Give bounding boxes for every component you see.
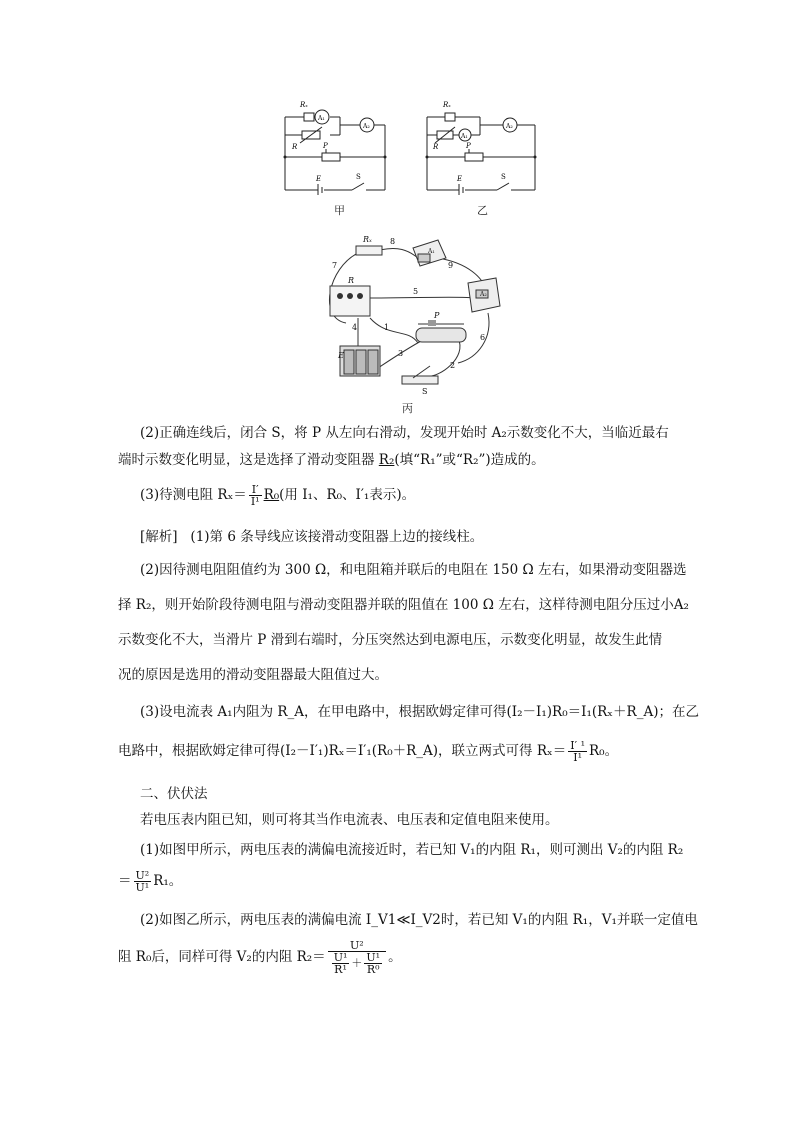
label-s: S bbox=[422, 387, 428, 396]
analysis-s2b: 择 R₂，则开始阶段待测电阻与滑动变阻器并联的阻值在 100 Ω 左右，这样待测电阻分压过小A₂ bbox=[118, 597, 689, 613]
section-item1b-fraction bbox=[134, 870, 152, 893]
analysis-s1-line bbox=[140, 527, 694, 547]
q2-text-a: 端时示数变化明显，这是选择了滑动变阻器 bbox=[118, 452, 379, 468]
q3-suffix: (用 I₁、R₀、I′₁表示)。 bbox=[279, 487, 416, 503]
section-item1b-line bbox=[118, 870, 694, 893]
wiring-figure-bing bbox=[318, 228, 508, 398]
label-s: S bbox=[356, 173, 361, 181]
section-item2b-fraction bbox=[328, 940, 386, 975]
caption-bing: 丙 bbox=[402, 402, 413, 415]
section-item2b-pre: 阻 R₀后，同样可得 V₂的内阻 R₂＝ bbox=[118, 949, 326, 965]
analysis-s1: (1)第 6 条导线应该接滑动变阻器上边的接线柱。 bbox=[190, 529, 484, 545]
circuit-yi-svg bbox=[415, 95, 545, 195]
section-item2b-post: 。 bbox=[388, 949, 402, 965]
circuit-figure-yi bbox=[415, 95, 545, 195]
q3-line bbox=[140, 484, 694, 507]
label-rx: Rₓ bbox=[443, 101, 451, 109]
subfrac1-den: R¹ bbox=[334, 963, 347, 976]
wire-label-6: 6 bbox=[480, 333, 486, 342]
circuit-jia-svg bbox=[270, 95, 400, 195]
label-a1: A₁ bbox=[318, 115, 325, 122]
section-item1b-pre: ＝ bbox=[118, 873, 132, 889]
q3-num: I′ bbox=[249, 484, 262, 496]
label-rx: Rₓ bbox=[363, 235, 372, 244]
analysis-s3b-fraction bbox=[568, 740, 587, 763]
caption-jia: 甲 bbox=[334, 204, 345, 217]
section-item1b-num: U² bbox=[135, 869, 150, 882]
wire-label-1: 1 bbox=[384, 323, 390, 332]
section-item1b-post: R₁。 bbox=[153, 873, 183, 889]
analysis-tag: [解析] bbox=[140, 529, 178, 545]
section-item2b-den bbox=[328, 952, 386, 975]
label-p: P bbox=[323, 142, 328, 150]
analysis-s3b-line bbox=[118, 740, 694, 763]
analysis-s3a: (3)设电流表 A₁内阻为 R_A，在甲电路中，根据欧姆定律可得(I₂－I₁)R₀＝I₁(Rₓ＋R_A)；在乙 bbox=[140, 704, 699, 720]
label-e: E bbox=[457, 175, 463, 183]
q3-fraction bbox=[249, 484, 262, 507]
q3-den: I¹ bbox=[250, 495, 260, 508]
subfrac-plus: ＋ bbox=[351, 956, 363, 970]
q2-text-b: (填“R₁”或“R₂”)造成的。 bbox=[394, 452, 545, 468]
analysis-s2d: 况的原因是选用的滑动变阻器最大阻值过大。 bbox=[118, 667, 388, 683]
section-item2a: (2)如图乙所示，两电压表的满偏电流 I_V1≪I_V2时，若已知 V₁的内阻 R₁，V₁并联一定值电 bbox=[140, 912, 698, 928]
q2-answer: R₂ bbox=[378, 452, 395, 468]
label-p: P bbox=[466, 142, 471, 150]
label-a2: A₂ bbox=[363, 123, 370, 130]
wire-label-3: 3 bbox=[398, 349, 404, 358]
section-intro: 若电压表内阻已知，则可将其当作电流表、电压表和定值电阻来使用。 bbox=[140, 812, 559, 828]
analysis-s3b-post: R₀。 bbox=[589, 743, 619, 759]
section-item2b-num: U² bbox=[328, 940, 386, 952]
wire-label-9: 9 bbox=[448, 261, 454, 270]
label-a2: A₂ bbox=[480, 291, 487, 298]
label-a2: A₂ bbox=[506, 123, 513, 130]
circuit-figure-jia bbox=[270, 95, 400, 195]
q2-line2 bbox=[118, 450, 694, 470]
section-item2b-subfrac2 bbox=[364, 952, 382, 975]
section-item2b-subfrac1 bbox=[332, 952, 350, 975]
label-e: E bbox=[338, 351, 344, 360]
wire-label-7: 7 bbox=[332, 261, 338, 270]
subfrac2-den: R⁰ bbox=[366, 963, 380, 976]
section-item1a: (1)如图甲所示，两电压表的满偏电流接近时，若已知 V₁的内阻 R₁，则可测出 V₂的内阻 R₂ bbox=[140, 842, 684, 858]
subfrac2-num: U¹ bbox=[366, 951, 381, 964]
label-a1: A₁ bbox=[428, 248, 435, 255]
q3-prefix: (3)待测电阻 Rₓ＝ bbox=[140, 487, 247, 503]
wire-label-4: 4 bbox=[352, 323, 358, 332]
section-title: 二、伏伏法 bbox=[140, 786, 208, 802]
wiring-bing-svg bbox=[318, 228, 508, 398]
analysis-s2c: 示数变化不大，当滑片 P 滑到右端时，分压突然达到电源电压，示数变化明显，故发生此情 bbox=[118, 632, 663, 648]
wire-label-5: 5 bbox=[413, 287, 419, 296]
label-e: E bbox=[316, 175, 322, 183]
wire-label-2: 2 bbox=[450, 361, 456, 370]
q2-line1: (2)正确连线后，闭合 S，将 P 从左向右滑动，发现开始时 A₂示数变化不大，当临近最右 bbox=[140, 425, 669, 441]
analysis-s2a: (2)因待测电阻阻值约为 300 Ω，和电阻箱并联后的电阻在 150 Ω 左右，如果滑动变阻器选 bbox=[140, 562, 687, 578]
label-a1: A₁ bbox=[461, 133, 468, 140]
wire-label-8: 8 bbox=[390, 237, 396, 246]
label-p: P bbox=[434, 311, 440, 320]
section-item2b-line bbox=[118, 940, 694, 975]
subfrac1-num: U¹ bbox=[333, 951, 348, 964]
label-r: R bbox=[433, 143, 439, 151]
analysis-s3b-den: I¹ bbox=[573, 751, 582, 764]
analysis-s3b-pre: 电路中，根据欧姆定律可得(I₂－I′₁)Rₓ＝I′₁(R₀＋R_A)，联立两式可得 Rₓ＝ bbox=[118, 743, 567, 759]
section-item1b-den: U¹ bbox=[135, 881, 150, 894]
label-s: S bbox=[501, 173, 506, 181]
analysis-s3b-num: I′ ¹ bbox=[570, 739, 585, 752]
label-rx: Rₓ bbox=[300, 101, 308, 109]
label-r: R bbox=[348, 276, 355, 285]
q3-answer: R₀ bbox=[263, 487, 280, 503]
label-r: R bbox=[292, 143, 298, 151]
caption-yi: 乙 bbox=[477, 204, 488, 217]
